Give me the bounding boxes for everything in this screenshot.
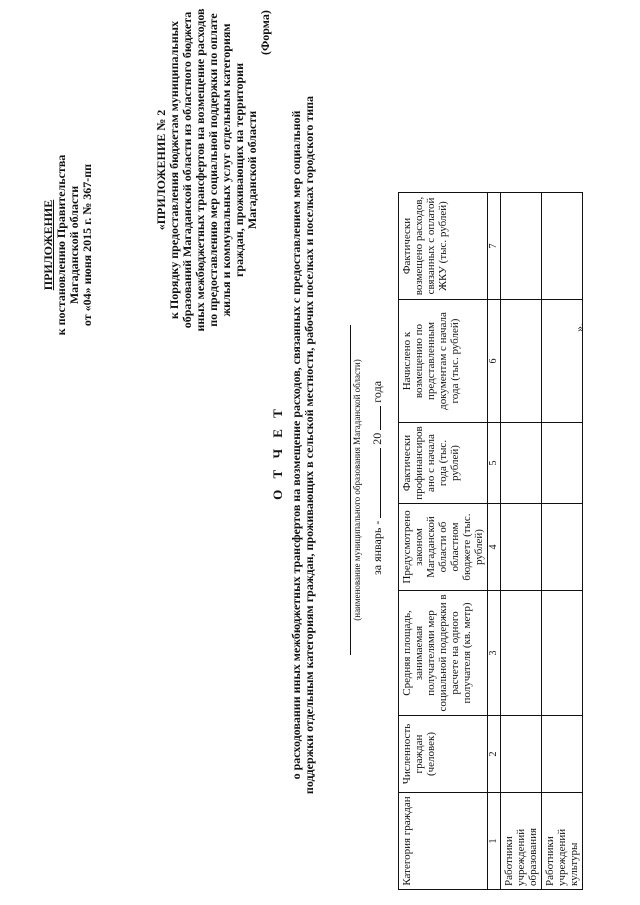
table-header-cell: Категория граждан (399, 793, 488, 890)
appendix-block (42, 115, 94, 375)
period-year: 20 (370, 432, 384, 445)
column-number: 7 (488, 193, 501, 300)
appendix-line: Магаданской области (67, 185, 81, 305)
table-cell (501, 716, 542, 793)
municipality-caption: (наименование муниципального образования Магаданской области) (352, 359, 362, 621)
report-title: О Т Ч Е Т (270, 405, 285, 500)
table-header-row (399, 193, 488, 890)
column-number: 3 (488, 591, 501, 716)
column-number: 5 (488, 423, 501, 504)
table-cell: Работники учреждений культуры (542, 793, 583, 890)
period-year-blank (370, 406, 381, 430)
municipality-blank-line (350, 325, 351, 655)
annex-block (155, 5, 259, 335)
table-cell (542, 716, 583, 793)
period-month-blank (370, 448, 381, 518)
report-subtitle: о расходовании иных межбюджетных трансфертов на возмещение расходов, связанных с предоставлением мер социальной поддержки отдельным категориям граждан, проживающих в сельской местности, рабочих поселках и поселках городского типа (289, 95, 316, 795)
annex-line: по предоставлению мер социальной поддержки по оплате (206, 13, 220, 327)
table-cell (542, 591, 583, 716)
signature-line (572, 323, 587, 575)
column-number: 1 (488, 793, 501, 890)
period-prefix: за январь - (370, 520, 384, 575)
annex-line: образований Магаданской области из областного бюджета (180, 11, 194, 329)
annex-line: иных межбюджетных трансфертов на возмещение расходов (193, 8, 207, 332)
annex-line: граждан, проживающих на территории (232, 62, 246, 278)
table-header-cell: Численность граждан (человек) (399, 716, 488, 793)
table-cell (501, 193, 542, 300)
form-label: (Форма) (258, 10, 272, 55)
column-number: 6 (488, 300, 501, 423)
table-cell (501, 591, 542, 716)
table-cell (501, 300, 542, 423)
annex-line: жилья и коммунальных услуг отдельным категориям (219, 23, 233, 317)
table-header-cell: Предусмотрено законом Магаданской области об областном бюджете (тыс. рублей) (399, 504, 488, 591)
signature-suffix: ». (572, 323, 586, 332)
appendix-title: ПРИЛОЖЕНИЕ (41, 199, 55, 291)
period-suffix: года (370, 380, 384, 403)
annex-title: «ПРИЛОЖЕНИЕ № 2 (154, 109, 168, 231)
table-header-cell: Фактически профинансиров ано с начала года (тыс. рублей) (399, 423, 488, 504)
table-cell (542, 193, 583, 300)
column-number: 4 (488, 504, 501, 591)
report-table (398, 192, 583, 890)
annex-line: к Порядку предоставления бюджетам муниципальных (167, 21, 181, 319)
report-period (370, 381, 385, 575)
table-header-cell: Средняя площадь, занимаемая получателями мер социальной поддержки в расчете на одного получателя (кв. метр) (399, 591, 488, 716)
table-cell (501, 504, 542, 591)
annex-line: Магаданской области (245, 110, 259, 230)
table-cell (501, 423, 542, 504)
appendix-line: к постановлению Правительства (54, 154, 68, 336)
table-number-row (488, 193, 501, 890)
table-header-cell: Начислено к возмещению по представленным документам с начала года (тыс. рублей) (399, 300, 488, 423)
column-number: 2 (488, 716, 501, 793)
table-header-cell: Фактически возмещено расходов, связанных с оплатой ЖКУ (тыс. рублей) (399, 193, 488, 300)
table-cell: Работники учреждений образования (501, 793, 542, 890)
table-row (501, 193, 542, 890)
signature-blank (572, 335, 583, 575)
appendix-line: от «04» июня 2015 г. № 367-пп (80, 163, 94, 327)
